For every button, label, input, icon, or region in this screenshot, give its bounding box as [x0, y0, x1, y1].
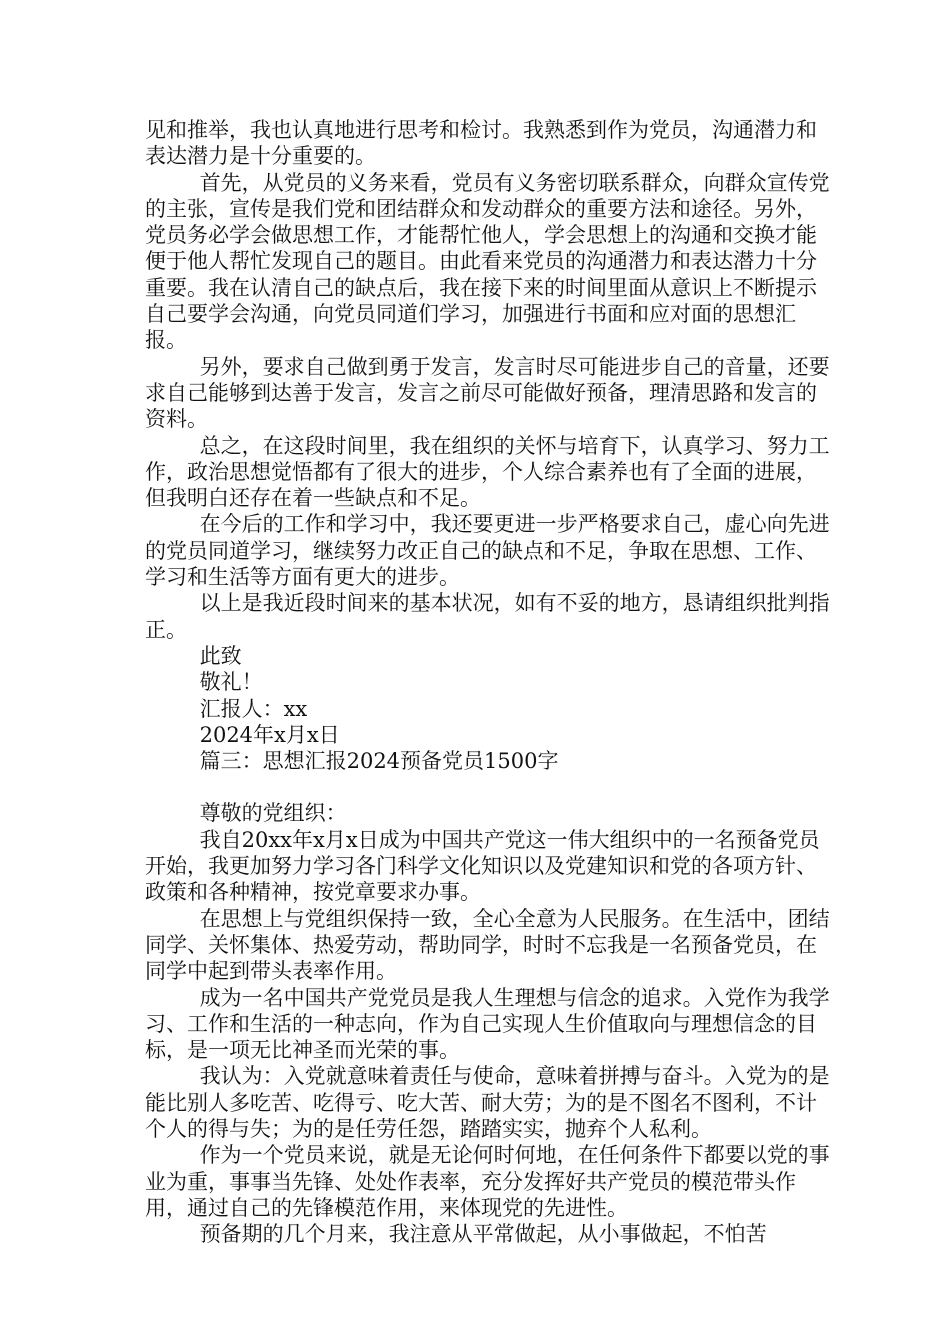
- paragraph-summary: 总之，在这段时间里，我在组织的关怀与培育下，认真学习、努力工作，政治思想觉悟都有了很大的进步，个人综合素养也有了全面的进展，但我明白还存在着一些缺点和不足。: [145, 433, 830, 511]
- date-line: 2024年x月x日: [199, 722, 340, 747]
- paragraph-joining: 我自20xx年x月x日成为中国共产党这一伟大组织中的一名预备党员开始，我更加努力学习各门科学文化知识以及党建知识和党的各项方针、政策和各种精神，按党章要求办事。: [145, 827, 820, 905]
- paragraph-member-role: 作为一个党员来说，就是无论何时何地，在任何条件下都要以党的事业为重，事事当先锋、处处作表率，充分发挥好共产党员的模范带头作用，通过自己的先锋模范作用，来体现党的先进性。: [145, 1143, 830, 1220]
- reporter-line: 汇报人：xx: [199, 696, 308, 721]
- paragraph-ideal: 成为一名中国共产党党员是我人生理想与信念的追求。入党作为我学习、工作和生活的一种志向，作为自己实现人生价值取向与理想信念的目标，是一项无比神圣而光荣的事。: [145, 985, 830, 1063]
- paragraph-thought: 在思想上与党组织保持一致，全心全意为人民服务。在生活中，团结同学、关怀集体、热爱劳动，帮助同学，时时不忘我是一名预备党员，在同学中起到带头表率作用。: [145, 906, 830, 984]
- blank-line: [145, 774, 835, 800]
- section-heading: 篇三：思想汇报2024预备党员1500字: [199, 749, 559, 774]
- salutation: 尊敬的党组织：: [199, 801, 347, 826]
- paragraph-continued: 见和推举，我也认真地进行思考和检讨。我熟悉到作为党员，沟通潜力和表达潜力是十分重要的。: [145, 118, 817, 169]
- paragraph-conclusion: 以上是我近段时间来的基本状况，如有不妥的地方，恳请组织批判指正。: [145, 591, 830, 642]
- paragraph-probation: 预备期的几个月来，我注意从平常做起，从小事做起，不怕苦: [199, 1222, 767, 1247]
- closing-salute-2: 敬礼！: [199, 670, 263, 695]
- document-page: [145, 117, 835, 1247]
- paragraph-speaking: 另外，要求自己做到勇于发言，发言时尽可能进步自己的音量，还要求自己能够到达善于发言，发言之前尽可能做好预备，理清思路和发言的资料。: [145, 354, 830, 432]
- paragraph-future: 在今后的工作和学习中，我还要更进一步严格要求自己，虚心向先进的党员同道学习，继续努力改正自己的缺点和不足，争取在思想、工作、学习和生活等方面有更大的进步。: [145, 512, 830, 590]
- closing-salute-1: 此致: [199, 643, 242, 668]
- paragraph-responsibility: 我认为：入党就意味着责任与使命，意味着拼搏与奋斗。入党为的是能比别人多吃苦、吃得亏、吃大苦、耐大劳；为的是不图名不图利，不计个人的得与失；为的是任劳任怨，踏踏实实，抛弃个人私利。: [145, 1064, 830, 1141]
- paragraph-communication: 首先，从党员的义务来看，党员有义务密切联系群众，向群众宣传党的主张，宣传是我们党和团结群众和发动群众的重要方法和途径。另外，党员务必学会做思想工作，才能帮忙他人，学会思想上的沟通和交换才能便于他人帮忙发现自己的题目。由此看来党员的沟通潜力和表达潜力十分重要。我在认清自己的缺点后，我在接下来的时间里面从意识上不断提示自己要学会沟通，向党员同道们学习，加强进行书面和应对面的思想汇报。: [145, 170, 830, 353]
